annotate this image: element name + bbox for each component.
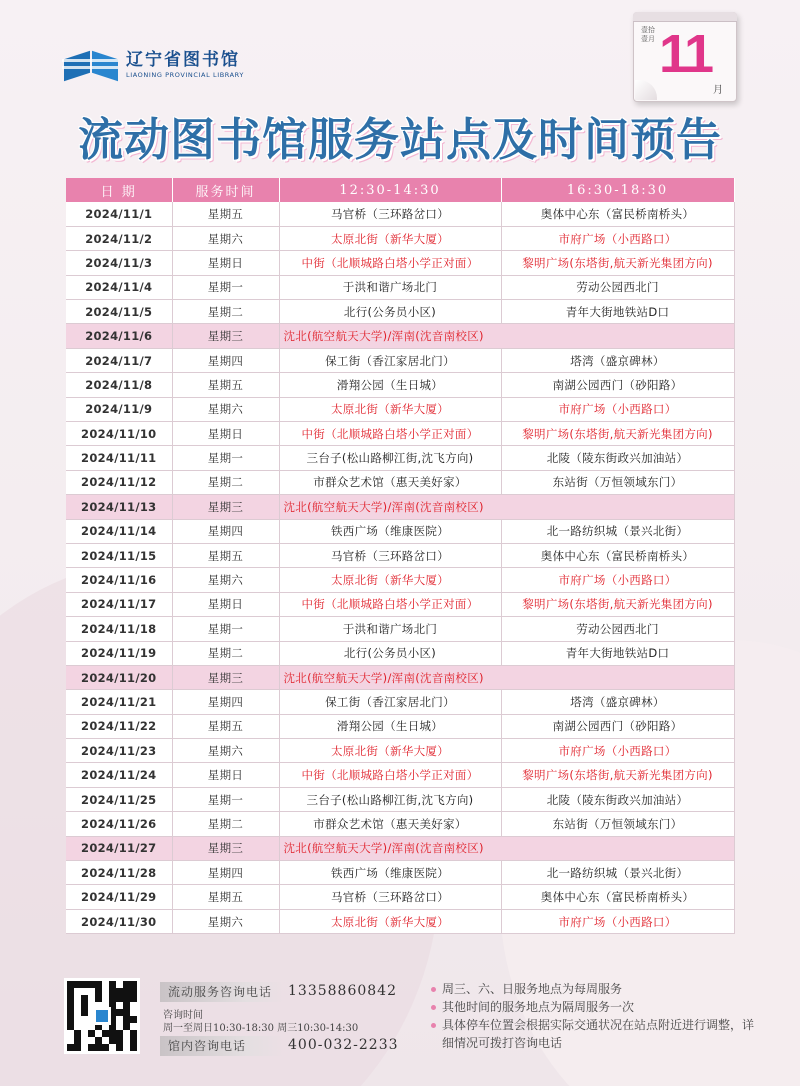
row-site-slot-1: 太原北街（新华大厦） xyxy=(279,226,501,250)
row-date: 2024/11/18 xyxy=(66,617,172,641)
row-weekday: 星期六 xyxy=(172,226,279,250)
calendar-month-number: 11 xyxy=(659,24,713,84)
row-weekday: 星期六 xyxy=(172,909,279,933)
row-date: 2024/11/22 xyxy=(66,714,172,738)
header-slot-1: 12:30-14:30 xyxy=(279,178,501,202)
row-date: 2024/11/28 xyxy=(66,861,172,885)
hours-text: 周一至周日10:30-18:30 周三10:30-14:30 xyxy=(163,1023,359,1034)
row-site-slot-1: 太原北街（新华大厦） xyxy=(279,909,501,933)
row-site-slot-1: 三台子(松山路柳江街,沈飞方向) xyxy=(279,446,501,470)
row-weekday: 星期五 xyxy=(172,202,279,226)
row-date: 2024/11/16 xyxy=(66,568,172,592)
table-row xyxy=(66,324,734,348)
table-row xyxy=(66,202,734,226)
hotline-1-number: 13358860842 xyxy=(288,983,397,999)
row-site-slot-1: 马官桥（三环路岔口） xyxy=(279,885,501,909)
row-site-slot-2: 北陵（陵东街政兴加油站） xyxy=(501,446,734,470)
table-row xyxy=(66,641,734,665)
row-site-slot-1: 北行(公务员小区) xyxy=(279,641,501,665)
row-date: 2024/11/24 xyxy=(66,763,172,787)
table-row xyxy=(66,787,734,811)
table-row xyxy=(66,739,734,763)
header-date: 日 期 xyxy=(66,178,172,202)
row-site-slot-1: 中街（北顺城路白塔小学正对面） xyxy=(279,251,501,275)
calendar-icon xyxy=(633,12,737,102)
table-row xyxy=(66,836,734,860)
row-site-slot-2: 劳动公园西北门 xyxy=(501,617,734,641)
row-site-slot-2: 黎明广场(东塔街,航天新光集团方向) xyxy=(501,592,734,616)
row-site-slot-2: 北陵（陵东街政兴加油站） xyxy=(501,787,734,811)
book-logo-icon xyxy=(62,45,120,79)
row-date: 2024/11/1 xyxy=(66,202,172,226)
row-weekday: 星期一 xyxy=(172,617,279,641)
hotline-1-label: 流动服务咨询电话 xyxy=(160,982,284,1002)
table-row xyxy=(66,763,734,787)
row-date: 2024/11/9 xyxy=(66,397,172,421)
row-weekday: 星期三 xyxy=(172,324,279,348)
row-date: 2024/11/11 xyxy=(66,446,172,470)
row-date: 2024/11/23 xyxy=(66,739,172,763)
row-weekday: 星期六 xyxy=(172,397,279,421)
row-site-slot-2: 塔湾（盛京碑林） xyxy=(501,348,734,372)
row-weekday: 星期日 xyxy=(172,592,279,616)
table-row xyxy=(66,885,734,909)
row-weekday: 星期六 xyxy=(172,568,279,592)
library-logo xyxy=(62,45,244,79)
schedule-body xyxy=(66,202,734,934)
row-site-slot-2: 东站街（万恒领域东门） xyxy=(501,470,734,494)
row-date: 2024/11/3 xyxy=(66,251,172,275)
row-date: 2024/11/12 xyxy=(66,470,172,494)
row-date: 2024/11/5 xyxy=(66,300,172,324)
row-site-slot-1: 中街（北顺城路白塔小学正对面） xyxy=(279,763,501,787)
schedule-table xyxy=(66,178,735,934)
row-weekday: 星期二 xyxy=(172,812,279,836)
row-date: 2024/11/27 xyxy=(66,836,172,860)
table-row xyxy=(66,714,734,738)
table-row xyxy=(66,470,734,494)
row-site-slot-2: 青年大街地铁站D口 xyxy=(501,641,734,665)
calendar-month-unit: 月 xyxy=(713,85,723,96)
header-slot-2: 16:30-18:30 xyxy=(501,178,734,202)
row-date: 2024/11/29 xyxy=(66,885,172,909)
row-date: 2024/11/4 xyxy=(66,275,172,299)
row-site-slot-1: 市群众艺术馆（惠天美好家） xyxy=(279,470,501,494)
row-site-slot-1: 保工街（香江家居北门） xyxy=(279,690,501,714)
notes-list xyxy=(430,980,760,1052)
row-site-slot-2: 塔湾（盛京碑林） xyxy=(501,690,734,714)
calendar-month-text: 壹拾壹月 xyxy=(641,26,655,43)
row-site-slot-2: 市府广场（小西路口） xyxy=(501,739,734,763)
row-weekday: 星期五 xyxy=(172,714,279,738)
row-date: 2024/11/13 xyxy=(66,495,172,519)
row-site-slot-2: 东站街（万恒领域东门） xyxy=(501,812,734,836)
row-site-slot-2: 劳动公园西北门 xyxy=(501,275,734,299)
row-weekday: 星期五 xyxy=(172,543,279,567)
row-date: 2024/11/2 xyxy=(66,226,172,250)
row-merged-site: 沈北(航空航天大学)/浑南(沈音南校区) xyxy=(279,495,734,519)
row-merged-site: 沈北(航空航天大学)/浑南(沈音南校区) xyxy=(279,836,734,860)
row-site-slot-1: 滑翔公园（生日城） xyxy=(279,714,501,738)
row-site-slot-1: 太原北街（新华大厦） xyxy=(279,397,501,421)
table-row xyxy=(66,251,734,275)
row-weekday: 星期二 xyxy=(172,300,279,324)
row-site-slot-1: 中街（北顺城路白塔小学正对面） xyxy=(279,422,501,446)
row-weekday: 星期二 xyxy=(172,641,279,665)
row-date: 2024/11/15 xyxy=(66,543,172,567)
table-row xyxy=(66,568,734,592)
qr-code xyxy=(64,978,140,1054)
logo-name-cn: 辽宁省图书馆 xyxy=(126,50,240,70)
table-row xyxy=(66,348,734,372)
row-site-slot-2: 北一路纺织城（景兴北街） xyxy=(501,861,734,885)
logo-name-en: LIAONING PROVINCIAL LIBRARY xyxy=(126,71,244,79)
row-merged-site: 沈北(航空航天大学)/浑南(沈音南校区) xyxy=(279,665,734,689)
row-weekday: 星期四 xyxy=(172,861,279,885)
note-item: 其他时间的服务地点为隔周服务一次 xyxy=(430,998,760,1016)
page-title: 流动图书馆服务站点及时间预告 xyxy=(77,113,722,166)
table-row xyxy=(66,617,734,641)
row-site-slot-2: 市府广场（小西路口） xyxy=(501,909,734,933)
table-row xyxy=(66,665,734,689)
row-weekday: 星期四 xyxy=(172,348,279,372)
row-site-slot-1: 北行(公务员小区) xyxy=(279,300,501,324)
table-row xyxy=(66,812,734,836)
row-date: 2024/11/26 xyxy=(66,812,172,836)
row-date: 2024/11/19 xyxy=(66,641,172,665)
table-row xyxy=(66,446,734,470)
row-weekday: 星期五 xyxy=(172,373,279,397)
row-date: 2024/11/25 xyxy=(66,787,172,811)
row-site-slot-2: 奥体中心东（富民桥南桥头） xyxy=(501,885,734,909)
row-site-slot-2: 市府广场（小西路口） xyxy=(501,568,734,592)
row-weekday: 星期六 xyxy=(172,739,279,763)
row-date: 2024/11/10 xyxy=(66,422,172,446)
row-weekday: 星期四 xyxy=(172,690,279,714)
row-date: 2024/11/21 xyxy=(66,690,172,714)
table-row xyxy=(66,592,734,616)
row-site-slot-1: 市群众艺术馆（惠天美好家） xyxy=(279,812,501,836)
table-row xyxy=(66,397,734,421)
row-merged-site: 沈北(航空航天大学)/浑南(沈音南校区) xyxy=(279,324,734,348)
table-row xyxy=(66,495,734,519)
table-row xyxy=(66,909,734,933)
row-weekday: 星期一 xyxy=(172,446,279,470)
row-weekday: 星期三 xyxy=(172,836,279,860)
row-weekday: 星期日 xyxy=(172,763,279,787)
note-item: 具体停车位置会根据实际交通状况在站点附近进行调整，详细情况可拨打咨询电话 xyxy=(430,1016,760,1052)
row-site-slot-1: 铁西广场（维康医院） xyxy=(279,861,501,885)
row-site-slot-2: 青年大街地铁站D口 xyxy=(501,300,734,324)
row-date: 2024/11/14 xyxy=(66,519,172,543)
table-row xyxy=(66,543,734,567)
table-row xyxy=(66,226,734,250)
row-site-slot-1: 中街（北顺城路白塔小学正对面） xyxy=(279,592,501,616)
row-site-slot-1: 马官桥（三环路岔口） xyxy=(279,202,501,226)
table-row xyxy=(66,861,734,885)
row-weekday: 星期三 xyxy=(172,495,279,519)
row-site-slot-2: 黎明广场(东塔街,航天新光集团方向) xyxy=(501,763,734,787)
row-weekday: 星期三 xyxy=(172,665,279,689)
note-item: 周三、六、日服务地点为每周服务 xyxy=(430,980,760,998)
row-site-slot-2: 南湖公园西门（砂阳路） xyxy=(501,714,734,738)
row-site-slot-1: 太原北街（新华大厦） xyxy=(279,739,501,763)
row-site-slot-2: 奥体中心东（富民桥南桥头） xyxy=(501,543,734,567)
table-row xyxy=(66,422,734,446)
table-row xyxy=(66,519,734,543)
row-site-slot-2: 市府广场（小西路口） xyxy=(501,226,734,250)
row-site-slot-1: 马官桥（三环路岔口） xyxy=(279,543,501,567)
row-weekday: 星期二 xyxy=(172,470,279,494)
hotline-2-label: 馆内咨询电话 xyxy=(160,1036,284,1056)
row-site-slot-1: 保工街（香江家居北门） xyxy=(279,348,501,372)
header-service-time: 服务时间 xyxy=(172,178,279,202)
row-site-slot-2: 黎明广场(东塔街,航天新光集团方向) xyxy=(501,422,734,446)
row-site-slot-2: 市府广场（小西路口） xyxy=(501,397,734,421)
row-weekday: 星期日 xyxy=(172,251,279,275)
table-row xyxy=(66,690,734,714)
row-site-slot-1: 于洪和谐广场北门 xyxy=(279,275,501,299)
row-site-slot-1: 滑翔公园（生日城） xyxy=(279,373,501,397)
row-site-slot-1: 于洪和谐广场北门 xyxy=(279,617,501,641)
row-weekday: 星期四 xyxy=(172,519,279,543)
row-weekday: 星期五 xyxy=(172,885,279,909)
row-site-slot-1: 太原北街（新华大厦） xyxy=(279,568,501,592)
row-site-slot-1: 铁西广场（维康医院） xyxy=(279,519,501,543)
row-site-slot-2: 黎明广场(东塔街,航天新光集团方向) xyxy=(501,251,734,275)
row-date: 2024/11/20 xyxy=(66,665,172,689)
row-site-slot-1: 三台子(松山路柳江街,沈飞方向) xyxy=(279,787,501,811)
hours-title: 咨询时间 xyxy=(163,1010,203,1021)
row-date: 2024/11/17 xyxy=(66,592,172,616)
row-date: 2024/11/7 xyxy=(66,348,172,372)
row-date: 2024/11/30 xyxy=(66,909,172,933)
table-row xyxy=(66,300,734,324)
hotline-2-number: 400-032-2233 xyxy=(288,1037,399,1053)
row-site-slot-2: 南湖公园西门（砂阳路） xyxy=(501,373,734,397)
row-site-slot-2: 奥体中心东（富民桥南桥头） xyxy=(501,202,734,226)
row-date: 2024/11/6 xyxy=(66,324,172,348)
table-row xyxy=(66,373,734,397)
row-date: 2024/11/8 xyxy=(66,373,172,397)
row-site-slot-2: 北一路纺织城（景兴北街） xyxy=(501,519,734,543)
row-weekday: 星期日 xyxy=(172,422,279,446)
row-weekday: 星期一 xyxy=(172,787,279,811)
table-header-row xyxy=(66,178,734,202)
table-row xyxy=(66,275,734,299)
row-weekday: 星期一 xyxy=(172,275,279,299)
